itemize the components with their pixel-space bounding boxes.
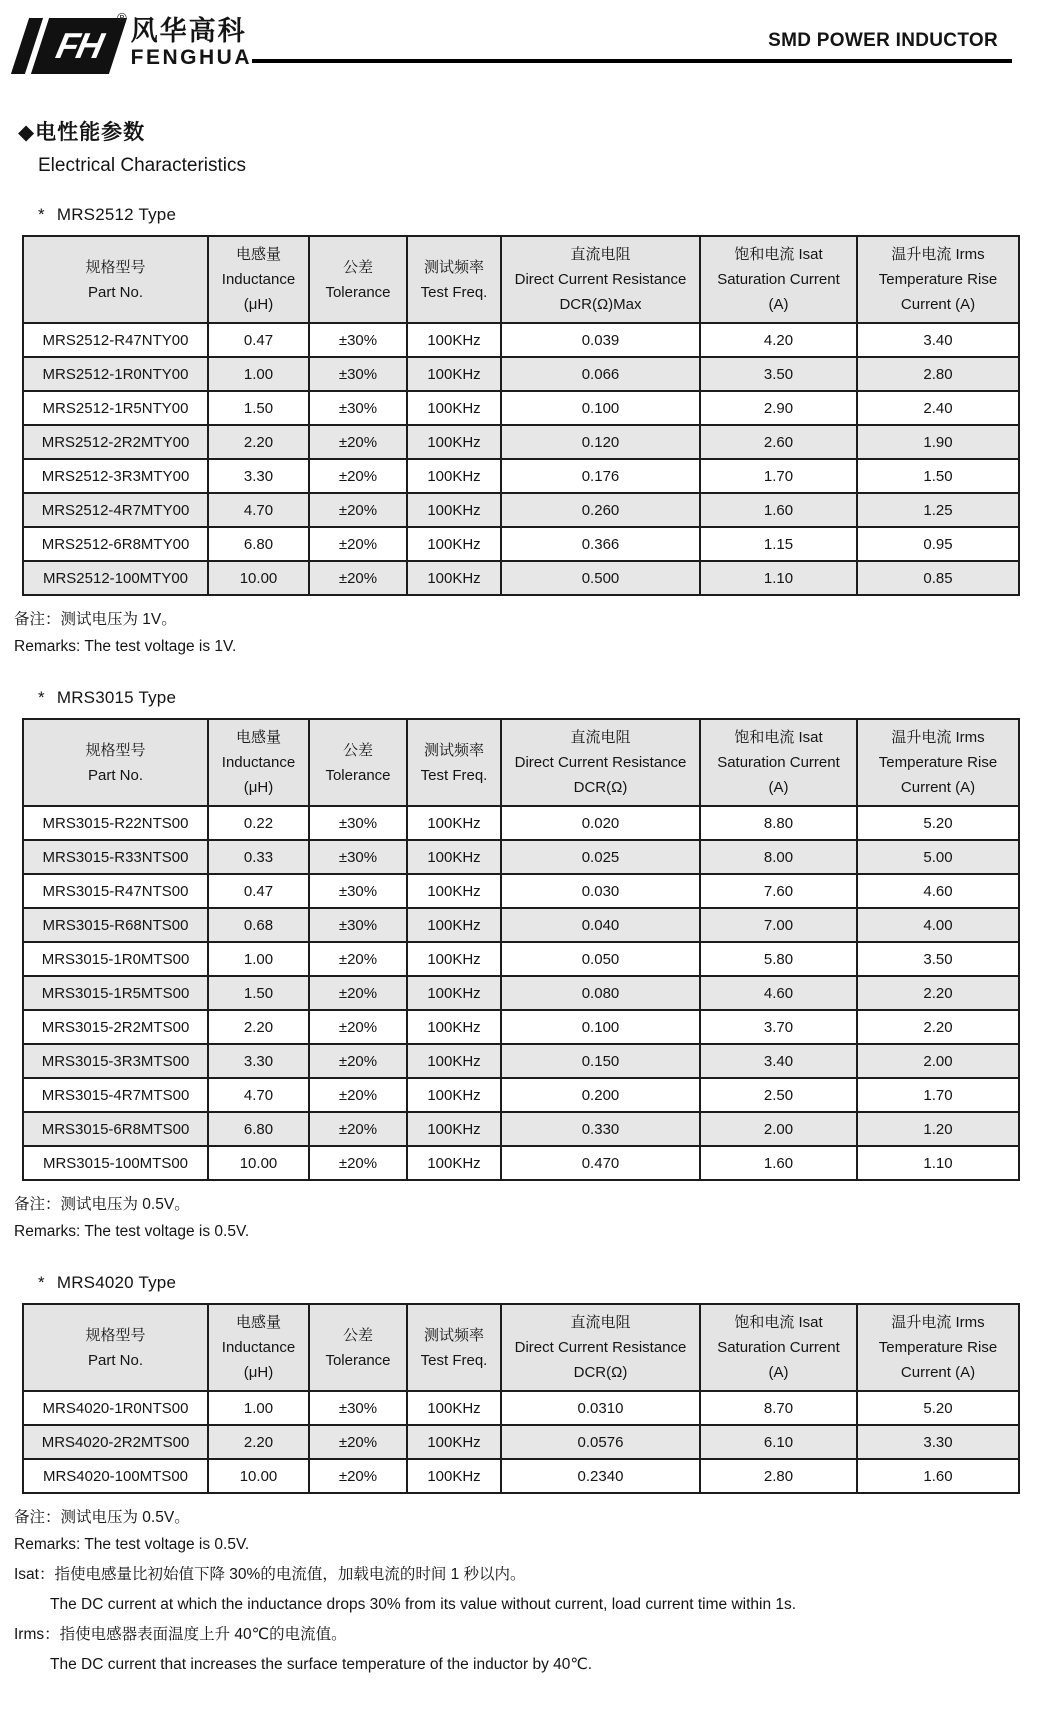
page-header [14, 10, 1012, 78]
remark-en: Remarks: The test voltage is 0.5V. [14, 1223, 250, 1240]
irms-cell: 0.85 [857, 561, 1019, 595]
inductance-cell: 1.00 [208, 1391, 309, 1425]
dcr-cell: 0.020 [501, 806, 700, 840]
irms-column-header: 温升电流 Irms Temperature Rise Current (A) [857, 719, 1019, 806]
part-no-cell: MRS3015-3R3MTS00 [23, 1044, 208, 1078]
part-no-column-header: 规格型号 Part No. [23, 1304, 208, 1391]
brand-name-cn: 风华高科 [130, 16, 247, 46]
isat-cell: 8.70 [700, 1391, 857, 1425]
isat-column-header: 饱和电流 Isat Saturation Current (A) [700, 236, 857, 323]
footnote-line: Isat：指使电感量比初始值下降 30%的电流值，加载电流的时间 1 秒以内。 [14, 1566, 526, 1583]
list-marker: * [38, 1273, 45, 1292]
spec-table-mrs2512 [22, 235, 1020, 596]
table-row [23, 874, 1019, 908]
irms-cell: 2.80 [857, 357, 1019, 391]
tolerance-cell: ±30% [309, 391, 407, 425]
table-row [23, 357, 1019, 391]
table-row [23, 459, 1019, 493]
dcr-cell: 0.366 [501, 527, 700, 561]
tolerance-cell: ±20% [309, 1010, 407, 1044]
section-title-cn: ◆电性能参数 [18, 121, 146, 144]
test-freq-cell: 100KHz [407, 1010, 501, 1044]
registered-trademark-icon: ® [117, 10, 127, 25]
inductance-cell: 0.47 [208, 874, 309, 908]
table-row [23, 1391, 1019, 1425]
table-row [23, 1112, 1019, 1146]
test-freq-cell: 100KHz [407, 1391, 501, 1425]
test-freq-column-header: 测试频率 Test Freq. [407, 719, 501, 806]
tolerance-cell: ±30% [309, 908, 407, 942]
header-row [23, 719, 1019, 806]
test-freq-cell: 100KHz [407, 874, 501, 908]
remark-en: Remarks: The test voltage is 1V. [14, 638, 237, 655]
dcr-cell: 0.470 [501, 1146, 700, 1180]
test-freq-cell: 100KHz [407, 1112, 501, 1146]
inductance-cell: 10.00 [208, 1146, 309, 1180]
inductance-cell: 2.20 [208, 1010, 309, 1044]
dcr-cell: 0.200 [501, 1078, 700, 1112]
part-no-cell: MRS3015-R47NTS00 [23, 874, 208, 908]
irms-cell: 0.95 [857, 527, 1019, 561]
dcr-cell: 0.330 [501, 1112, 700, 1146]
test-freq-cell: 100KHz [407, 1078, 501, 1112]
irms-cell: 5.20 [857, 1391, 1019, 1425]
inductance-column-header: 电感量 Inductance (μH) [208, 719, 309, 806]
isat-cell: 1.70 [700, 459, 857, 493]
footnote-line: The DC current that increases the surface temperature of the inductor by 40℃. [50, 1656, 593, 1673]
dcr-cell: 0.040 [501, 908, 700, 942]
irms-cell: 2.40 [857, 391, 1019, 425]
table-row [23, 840, 1019, 874]
brand-area [14, 10, 252, 78]
isat-cell: 1.60 [700, 493, 857, 527]
isat-cell: 1.15 [700, 527, 857, 561]
list-marker: * [38, 688, 45, 707]
test-freq-cell: 100KHz [407, 1044, 501, 1078]
table-row [23, 323, 1019, 357]
part-no-cell: MRS3015-R33NTS00 [23, 840, 208, 874]
inductance-cell: 0.47 [208, 323, 309, 357]
logo-monogram-text: FH [52, 25, 106, 66]
isat-cell: 5.80 [700, 942, 857, 976]
irms-cell: 2.00 [857, 1044, 1019, 1078]
table-section-3 [14, 1273, 1012, 1558]
irms-cell: 3.40 [857, 323, 1019, 357]
irms-cell: 1.90 [857, 425, 1019, 459]
inductance-cell: 10.00 [208, 561, 309, 595]
isat-cell: 3.40 [700, 1044, 857, 1078]
test-freq-cell: 100KHz [407, 908, 501, 942]
logo-monogram [31, 18, 127, 74]
inductance-cell: 6.80 [208, 527, 309, 561]
inductance-cell: 0.68 [208, 908, 309, 942]
table-section-1 [14, 205, 1012, 660]
remark-cn: 备注：测试电压为 0.5V。 [14, 1196, 190, 1213]
tolerance-cell: ±20% [309, 1425, 407, 1459]
tolerance-cell: ±20% [309, 527, 407, 561]
inductance-cell: 1.50 [208, 391, 309, 425]
inductance-column-header: 电感量 Inductance (μH) [208, 236, 309, 323]
document-title: SMD POWER INDUCTOR [768, 30, 998, 51]
isat-cell: 2.80 [700, 1459, 857, 1493]
inductance-column-header: 电感量 Inductance (μH) [208, 1304, 309, 1391]
footnote-line: The DC current at which the inductance drops 30% from its value without current, load current time within 1s. [50, 1596, 797, 1613]
inductance-cell: 1.00 [208, 942, 309, 976]
table-row [23, 806, 1019, 840]
part-no-cell: MRS3015-R22NTS00 [23, 806, 208, 840]
part-no-cell: MRS2512-4R7MTY00 [23, 493, 208, 527]
part-no-cell: MRS2512-1R0NTY00 [23, 357, 208, 391]
part-no-cell: MRS2512-100MTY00 [23, 561, 208, 595]
dcr-cell: 0.260 [501, 493, 700, 527]
irms-cell: 1.60 [857, 1459, 1019, 1493]
isat-cell: 8.00 [700, 840, 857, 874]
test-freq-cell: 100KHz [407, 976, 501, 1010]
test-freq-cell: 100KHz [407, 1146, 501, 1180]
isat-cell: 8.80 [700, 806, 857, 840]
part-no-cell: MRS2512-R47NTY00 [23, 323, 208, 357]
table-type-name: MRS3015 Type [56, 688, 177, 707]
part-no-cell: MRS2512-2R2MTY00 [23, 425, 208, 459]
table-row [23, 561, 1019, 595]
tolerance-cell: ±30% [309, 840, 407, 874]
part-no-cell: MRS2512-1R5NTY00 [23, 391, 208, 425]
spec-table-mrs3015 [22, 718, 1020, 1181]
inductance-cell: 0.33 [208, 840, 309, 874]
inductance-cell: 4.70 [208, 493, 309, 527]
table-row [23, 391, 1019, 425]
test-freq-column-header: 测试频率 Test Freq. [407, 236, 501, 323]
tolerance-column-header: 公差 Tolerance [309, 1304, 407, 1391]
irms-cell: 5.00 [857, 840, 1019, 874]
inductance-cell: 2.20 [208, 1425, 309, 1459]
tolerance-column-header: 公差 Tolerance [309, 719, 407, 806]
brand-text [131, 16, 252, 78]
tolerance-cell: ±20% [309, 976, 407, 1010]
part-no-cell: MRS3015-6R8MTS00 [23, 1112, 208, 1146]
test-freq-cell: 100KHz [407, 527, 501, 561]
part-no-cell: MRS3015-R68NTS00 [23, 908, 208, 942]
table-row [23, 976, 1019, 1010]
tolerance-cell: ±30% [309, 874, 407, 908]
tolerance-cell: ±20% [309, 493, 407, 527]
isat-cell: 7.60 [700, 874, 857, 908]
irms-cell: 1.70 [857, 1078, 1019, 1112]
header-row [23, 1304, 1019, 1391]
inductance-cell: 4.70 [208, 1078, 309, 1112]
isat-cell: 2.00 [700, 1112, 857, 1146]
header-row [23, 236, 1019, 323]
irms-cell: 1.10 [857, 1146, 1019, 1180]
dcr-cell: 0.100 [501, 391, 700, 425]
tolerance-cell: ±20% [309, 942, 407, 976]
isat-column-header: 饱和电流 Isat Saturation Current (A) [700, 719, 857, 806]
test-freq-cell: 100KHz [407, 425, 501, 459]
irms-cell: 4.00 [857, 908, 1019, 942]
dcr-cell: 0.0576 [501, 1425, 700, 1459]
inductance-cell: 2.20 [208, 425, 309, 459]
tolerance-cell: ±20% [309, 561, 407, 595]
table-row [23, 527, 1019, 561]
section-title-en: Electrical Characteristics [38, 155, 246, 176]
isat-cell: 1.10 [700, 561, 857, 595]
isat-cell: 2.90 [700, 391, 857, 425]
table-row [23, 1425, 1019, 1459]
tolerance-cell: ±20% [309, 1044, 407, 1078]
dcr-cell: 0.150 [501, 1044, 700, 1078]
header-divider [252, 59, 1012, 63]
irms-cell: 1.25 [857, 493, 1019, 527]
dcr-cell: 0.050 [501, 942, 700, 976]
part-no-cell: MRS3015-1R5MTS00 [23, 976, 208, 1010]
remark-cn: 备注：测试电压为 0.5V。 [14, 1509, 190, 1526]
table-section-2 [14, 688, 1012, 1245]
irms-cell: 3.50 [857, 942, 1019, 976]
test-freq-cell: 100KHz [407, 1459, 501, 1493]
inductance-cell: 1.00 [208, 357, 309, 391]
table-row [23, 1044, 1019, 1078]
dcr-cell: 0.039 [501, 323, 700, 357]
table-row [23, 1010, 1019, 1044]
tolerance-cell: ±20% [309, 1078, 407, 1112]
isat-cell: 6.10 [700, 1425, 857, 1459]
part-no-cell: MRS3015-2R2MTS00 [23, 1010, 208, 1044]
dcr-cell: 0.080 [501, 976, 700, 1010]
dcr-cell: 0.025 [501, 840, 700, 874]
isat-cell: 3.50 [700, 357, 857, 391]
part-no-cell: MRS3015-4R7MTS00 [23, 1078, 208, 1112]
test-freq-cell: 100KHz [407, 942, 501, 976]
tolerance-cell: ±30% [309, 806, 407, 840]
inductance-cell: 1.50 [208, 976, 309, 1010]
irms-cell: 1.50 [857, 459, 1019, 493]
header-right [252, 10, 1012, 63]
list-marker: * [38, 205, 45, 224]
part-no-column-header: 规格型号 Part No. [23, 719, 208, 806]
table-title [38, 688, 1012, 708]
part-no-cell: MRS4020-100MTS00 [23, 1459, 208, 1493]
dcr-cell: 0.066 [501, 357, 700, 391]
tolerance-cell: ±30% [309, 1391, 407, 1425]
part-no-cell: MRS4020-1R0NTS00 [23, 1391, 208, 1425]
part-no-cell: MRS4020-2R2MTS00 [23, 1425, 208, 1459]
table-title [38, 205, 1012, 225]
irms-cell: 1.20 [857, 1112, 1019, 1146]
table-row [23, 493, 1019, 527]
irms-cell: 2.20 [857, 1010, 1019, 1044]
irms-cell: 3.30 [857, 1425, 1019, 1459]
isat-cell: 4.20 [700, 323, 857, 357]
isat-cell: 7.00 [700, 908, 857, 942]
isat-cell: 4.60 [700, 976, 857, 1010]
dcr-cell: 0.120 [501, 425, 700, 459]
isat-column-header: 饱和电流 Isat Saturation Current (A) [700, 1304, 857, 1391]
part-no-column-header: 规格型号 Part No. [23, 236, 208, 323]
isat-cell: 2.60 [700, 425, 857, 459]
isat-cell: 3.70 [700, 1010, 857, 1044]
tolerance-cell: ±20% [309, 425, 407, 459]
test-freq-cell: 100KHz [407, 357, 501, 391]
tolerance-column-header: 公差 Tolerance [309, 236, 407, 323]
tolerance-cell: ±20% [309, 1112, 407, 1146]
test-freq-column-header: 测试频率 Test Freq. [407, 1304, 501, 1391]
test-freq-cell: 100KHz [407, 323, 501, 357]
inductance-cell: 0.22 [208, 806, 309, 840]
tolerance-cell: ±30% [309, 323, 407, 357]
dcr-column-header: 直流电阻 Direct Current Resistance DCR(Ω) [501, 719, 700, 806]
tolerance-cell: ±20% [309, 459, 407, 493]
table-type-name: MRS2512 Type [56, 205, 177, 224]
test-freq-cell: 100KHz [407, 493, 501, 527]
inductance-cell: 10.00 [208, 1459, 309, 1493]
inductance-cell: 3.30 [208, 459, 309, 493]
part-no-cell: MRS3015-1R0MTS00 [23, 942, 208, 976]
isat-cell: 2.50 [700, 1078, 857, 1112]
fenghua-logo-icon [18, 10, 127, 78]
irms-column-header: 温升电流 Irms Temperature Rise Current (A) [857, 1304, 1019, 1391]
irms-cell: 5.20 [857, 806, 1019, 840]
isat-cell: 1.60 [700, 1146, 857, 1180]
tolerance-cell: ±20% [309, 1146, 407, 1180]
spec-table-mrs4020 [22, 1303, 1020, 1494]
table-row [23, 942, 1019, 976]
tables-section [14, 205, 1012, 1558]
test-freq-cell: 100KHz [407, 806, 501, 840]
dcr-cell: 0.176 [501, 459, 700, 493]
table-row [23, 1078, 1019, 1112]
dcr-column-header: 直流电阻 Direct Current Resistance DCR(Ω)Max [501, 236, 700, 323]
irms-column-header: 温升电流 Irms Temperature Rise Current (A) [857, 236, 1019, 323]
dcr-cell: 0.0310 [501, 1391, 700, 1425]
test-freq-cell: 100KHz [407, 391, 501, 425]
test-freq-cell: 100KHz [407, 1425, 501, 1459]
part-no-cell: MRS3015-100MTS00 [23, 1146, 208, 1180]
footnote-line: Irms：指使电感器表面温度上升 40℃的电流值。 [14, 1626, 347, 1643]
test-freq-cell: 100KHz [407, 561, 501, 595]
dcr-cell: 0.2340 [501, 1459, 700, 1493]
remark-cn: 备注：测试电压为 1V。 [14, 611, 177, 628]
dcr-cell: 0.500 [501, 561, 700, 595]
footnotes-section [14, 1560, 1012, 1680]
table-row [23, 1459, 1019, 1493]
table-type-name: MRS4020 Type [56, 1273, 177, 1292]
irms-cell: 4.60 [857, 874, 1019, 908]
tolerance-cell: ±20% [309, 1459, 407, 1493]
table-title [38, 1273, 1012, 1293]
dcr-cell: 0.030 [501, 874, 700, 908]
table-row [23, 908, 1019, 942]
inductance-cell: 3.30 [208, 1044, 309, 1078]
test-freq-cell: 100KHz [407, 459, 501, 493]
table-row [23, 425, 1019, 459]
test-freq-cell: 100KHz [407, 840, 501, 874]
remark-en: Remarks: The test voltage is 0.5V. [14, 1536, 250, 1553]
irms-cell: 2.20 [857, 976, 1019, 1010]
dcr-column-header: 直流电阻 Direct Current Resistance DCR(Ω) [501, 1304, 700, 1391]
tolerance-cell: ±30% [309, 357, 407, 391]
part-no-cell: MRS2512-3R3MTY00 [23, 459, 208, 493]
part-no-cell: MRS2512-6R8MTY00 [23, 527, 208, 561]
table-row [23, 1146, 1019, 1180]
inductance-cell: 6.80 [208, 1112, 309, 1146]
brand-name-en: FENGHUA [130, 46, 252, 69]
dcr-cell: 0.100 [501, 1010, 700, 1044]
